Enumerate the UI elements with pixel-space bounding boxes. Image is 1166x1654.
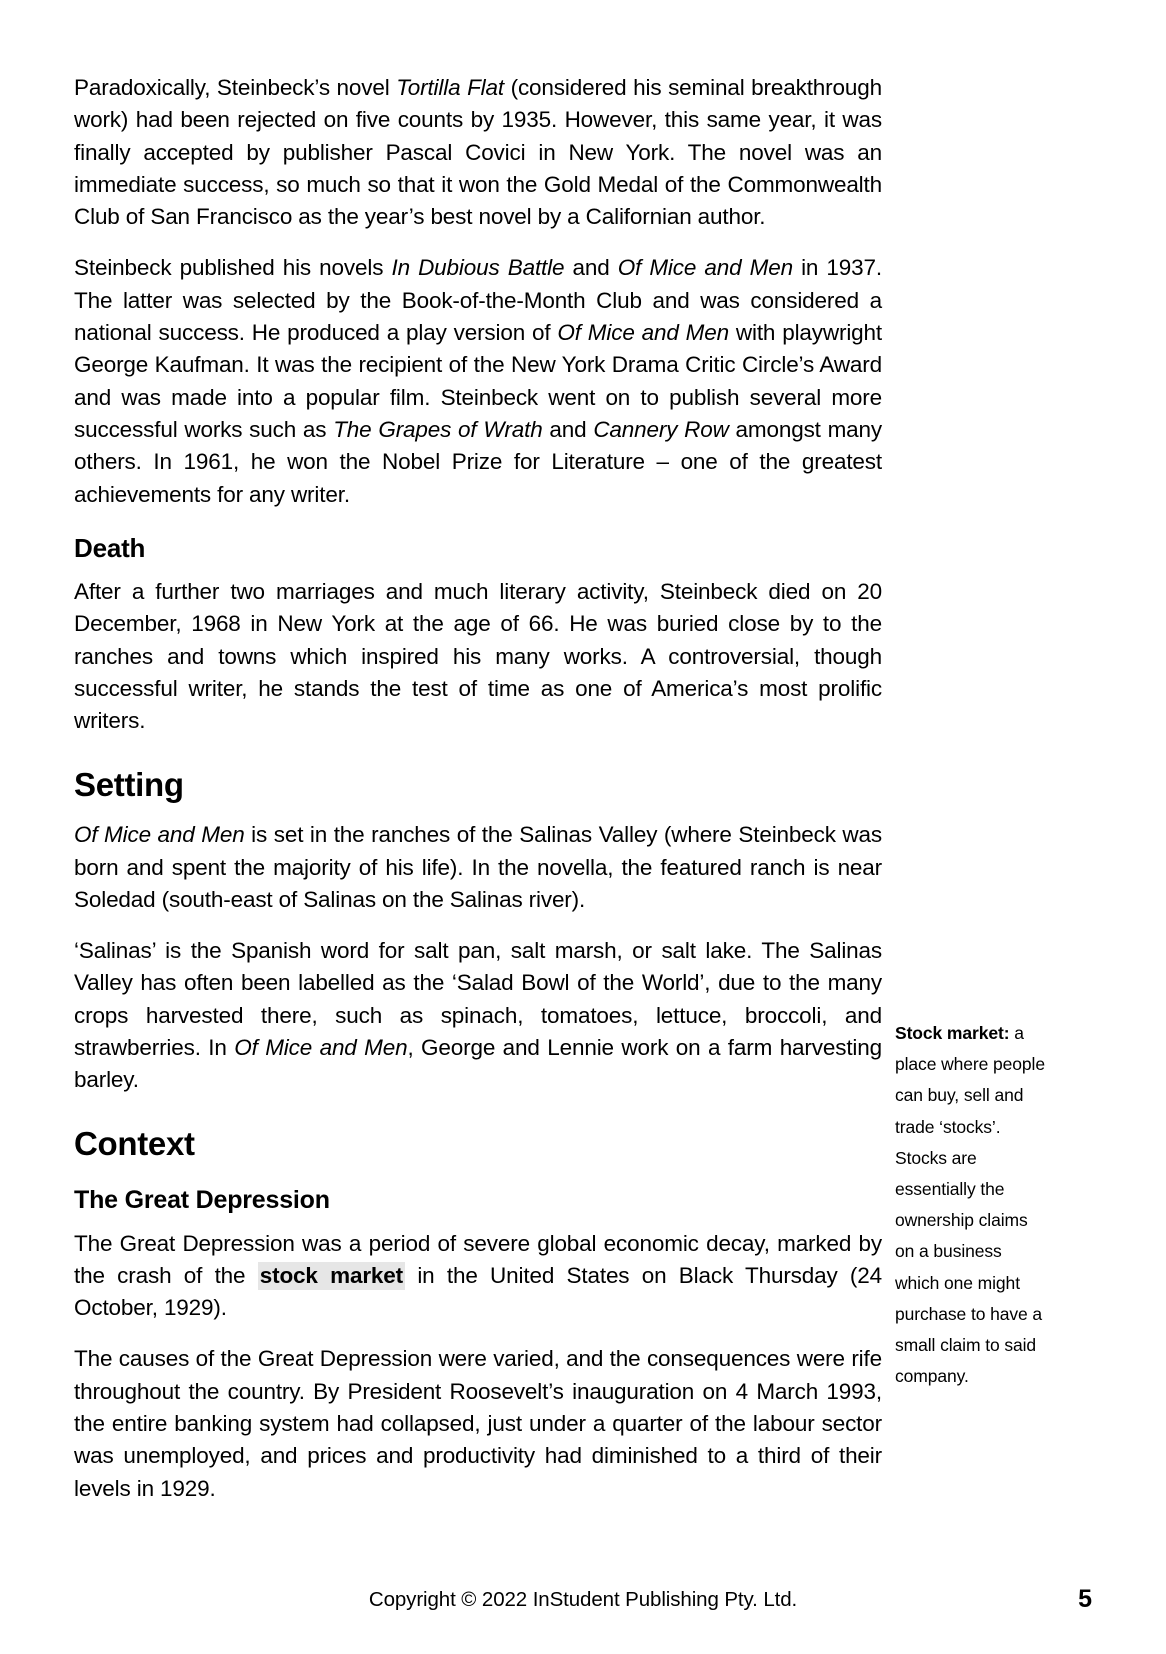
book-title-cannery-row: Cannery Row [593, 416, 729, 442]
book-title-of-mice-and-men: Of Mice and Men [557, 320, 729, 346]
heading-great-depression: The Great Depression [74, 1186, 330, 1215]
text-run: in the United States on Black Thursday (24 October, 1929). [74, 1262, 882, 1321]
margin-note-definition: a place where people can buy, sell and trade ‘stocks’. Stocks are essentially the ownership claims on a business which one might purchase to have a small claim to said company. [895, 1023, 1045, 1387]
book-title-of-mice-and-men: Of Mice and Men [234, 1035, 408, 1061]
heading-context: Context [74, 1124, 195, 1162]
text-run: The Great Depression was a period of severe global economic decay, marked by the crash of the [74, 1230, 882, 1288]
book-title-in-dubious-battle: In Dubious Battle [391, 255, 565, 281]
text-run: (considered his seminal breakthrough work) had been rejected on five counts by 1935. However, this same year, it was finally accepted by publisher Pascal Covici in New York. The novel was an immediate success, so much so that it won the Gold Medal of the Commonwealth Club of San Francisco as the year’s best novel by a Californian author. [74, 75, 882, 230]
margin-note-stock-market [895, 1018, 1045, 1392]
book-title-tortilla-flat: Tortilla Flat [396, 75, 504, 100]
glossary-term-stock-market: stock market [259, 1262, 403, 1288]
page-footer [74, 1585, 1092, 1622]
main-text-column [74, 72, 882, 1505]
text-run: ‘Salinas’ is the Spanish word for salt pan, salt marsh, or salt lake. The Salinas Valley has often been labelled as the ‘Salad Bowl of the World’, due to the many crops harvested there, such as spinach, tomatoes, lettuce, broccoli, and strawberries. In [74, 938, 882, 1061]
paragraph-great-depression-definition [74, 1228, 882, 1325]
page-number: 5 [1078, 1585, 1092, 1613]
paragraph-salinas-meaning [74, 935, 882, 1096]
book-title-of-mice-and-men: Of Mice and Men [74, 822, 245, 848]
text-run: , George and Lennie work on a farm harvesting barley. [74, 1035, 882, 1093]
heading-setting: Setting [74, 765, 184, 803]
paragraph-great-depression-causes: The causes of the Great Depression were varied, and the consequences were rife throughout the country. By President Roosevelt’s inauguration on 4 March 1993, the entire banking system had collapsed, just under a quarter of the labour sector was unemployed, and prices and productivity had diminished to a third of their levels in 1929. [74, 1346, 882, 1501]
text-run: Paradoxically, Steinbeck’s novel [74, 75, 397, 100]
text-run: and [564, 255, 618, 281]
text-run: in 1937. The latter was selected by the Book-of-the-Month Club and was considered a national success. He produced a play version of [74, 255, 882, 346]
paragraph-death: After a further two marriages and much literary activity, Steinbeck died on 20 December, 1968 in New York at the age of 66. He was buried close by to the ranches and towns which inspired his many works. A controversial, though successful writer, he stands the test of time as one of America’s most prolific writers. [74, 579, 882, 734]
text-run: amongst many others. In 1961, he won the Nobel Prize for Literature – one of the greatest achievements for any writer. [74, 416, 883, 507]
book-title-of-mice-and-men: Of Mice and Men [617, 255, 793, 281]
paragraph-published-novels [74, 252, 882, 510]
text-run: and [542, 416, 594, 442]
paragraph-tortilla-flat [74, 72, 882, 233]
heading-death: Death [74, 532, 146, 563]
copyright-notice: Copyright © 2022 InStudent Publishing Pty. Ltd. [368, 1588, 798, 1611]
paragraph-salinas-valley-setting [74, 819, 882, 916]
text-run: Steinbeck published his novels [74, 255, 392, 281]
book-title-grapes-of-wrath: The Grapes of Wrath [333, 416, 543, 442]
text-run: with playwright George Kaufman. It was the recipient of the New York Drama Critic Circle’s Award and was made into a popular film. Steinbeck went on to publish several more successful works such as [74, 320, 883, 442]
margin-note-term: Stock market: [895, 1023, 1010, 1043]
text-run: is set in the ranches of the Salinas Valley (where Steinbeck was born and spent the majority of his life). In the novella, the featured ranch is near Soledad (south-east of Salinas on the Salinas river). [74, 822, 882, 912]
